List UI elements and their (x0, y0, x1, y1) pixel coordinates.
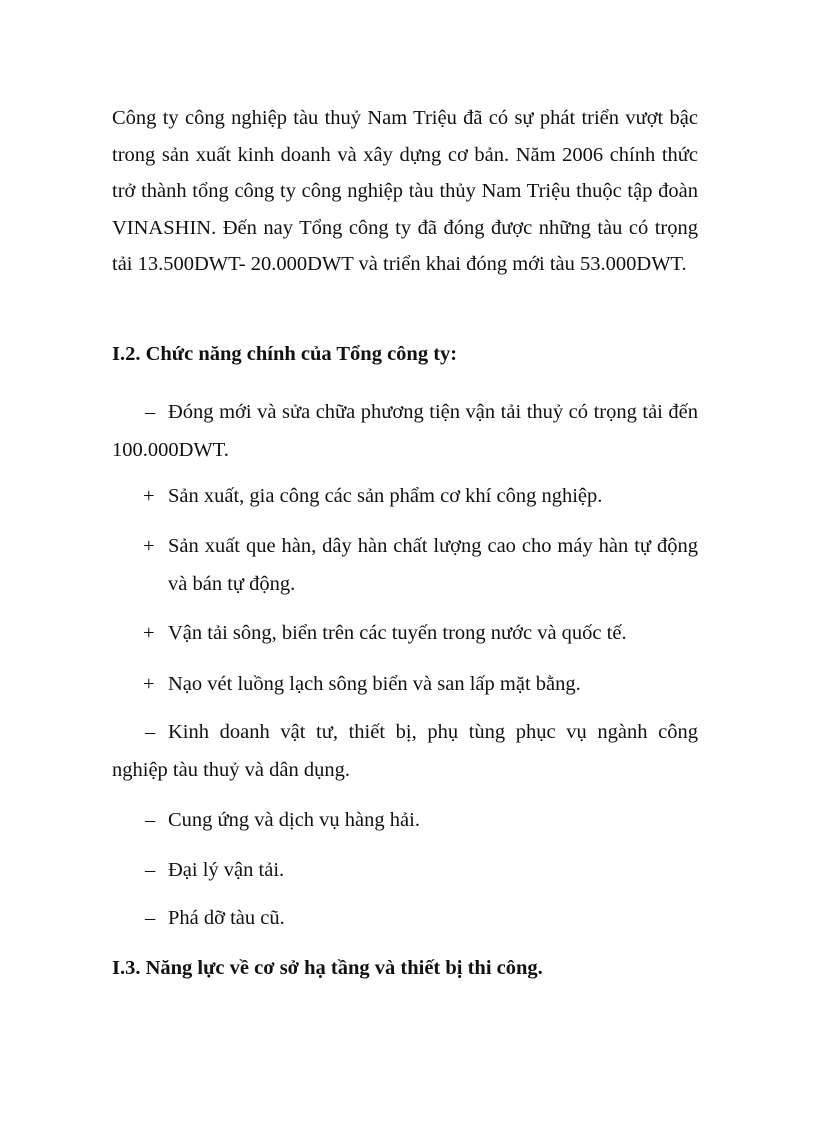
list-marker: – (145, 809, 156, 831)
list-item-text: Cung ứng và dịch vụ hàng hải. (168, 809, 420, 831)
list-item-text: Phá dỡ tàu cũ. (168, 907, 285, 929)
list-marker: + (143, 485, 155, 507)
list-item (112, 851, 698, 889)
section-heading-1-3: I.3. Năng lực về cơ sở hạ tầng và thiết bị thi công. (112, 957, 543, 979)
list-item-text: Sản xuất, gia công các sản phẩm cơ khí công nghiệp. (168, 485, 603, 507)
intro-paragraph: Công ty công nghiệp tàu thuỷ Nam Triệu đã có sự phát triển vượt bậc trong sản xuất kinh doanh và xây dựng cơ bản. Năm 2006 chính thức trở thành tổng công ty công nghiệp tàu thủy Nam Triệu thuộc tập đoàn VINASHIN. Đến nay Tổng công ty đã đóng được những tàu có trọng tải 13.500DWT- 20.000DWT và triển khai đóng mới tàu 53.000DWT. (112, 107, 698, 276)
list-marker: – (145, 401, 156, 423)
list-item-text: Đại lý vận tải. (168, 859, 285, 881)
section-heading-1-2: I.2. Chức năng chính của Tổng công ty: (112, 343, 458, 365)
list-item (112, 393, 698, 469)
list-marker: – (145, 859, 156, 881)
list-marker: + (143, 622, 155, 644)
list-item (143, 477, 698, 515)
list-item (143, 614, 698, 652)
list-marker: – (145, 907, 156, 929)
list-item (112, 713, 698, 789)
list-item (143, 527, 698, 603)
list-item-text: Kinh doanh vật tư, thiết bị, phụ tùng phục vụ ngành công nghiệp tàu thuỷ và dân dụng. (112, 721, 698, 781)
list-marker: + (143, 673, 155, 695)
list-marker: – (145, 721, 156, 743)
list-marker: + (143, 535, 155, 557)
list-item-text: Sản xuất que hàn, dây hàn chất lượng cao cho máy hàn tự động và bán tự động. (168, 535, 698, 595)
list-item-text: Nạo vét luồng lạch sông biển và san lấp mặt bằng. (168, 673, 581, 695)
list-item (143, 665, 698, 703)
list-item-text: Vận tải sông, biển trên các tuyến trong nước và quốc tế. (168, 622, 627, 644)
list-item (112, 801, 698, 839)
list-item-text: Đóng mới và sửa chữa phương tiện vận tải thuỷ có trọng tải đến 100.000DWT. (112, 401, 698, 461)
list-item (112, 899, 698, 937)
